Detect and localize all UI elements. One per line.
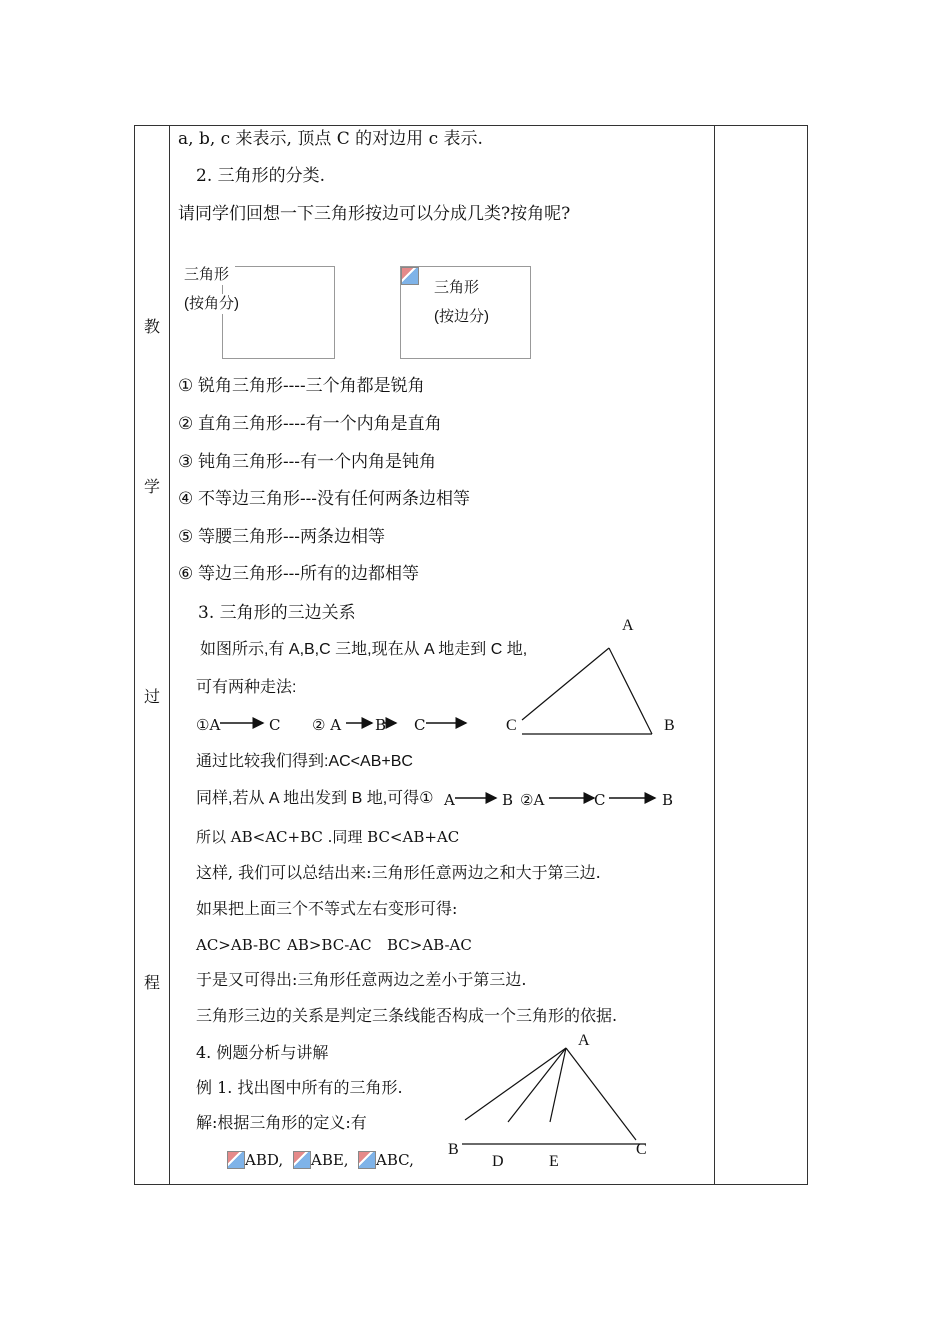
figure2-label-e: E: [549, 1153, 559, 1170]
type-item-5: ⑤ 等腰三角形---两条边相等: [178, 527, 385, 546]
line-vertex-notation: a, b, c 来表示, 顶点 C 的对边用 c 表示.: [178, 129, 483, 149]
route-2-start: ② A: [312, 716, 342, 734]
figure1-label-a: A: [622, 617, 634, 634]
route-3-end: B: [502, 791, 514, 809]
paragraph-transform: 如果把上面三个不等式左右变形可得:: [196, 899, 458, 918]
figure1-label-b: B: [664, 717, 675, 734]
question-classification: 请同学们回想一下三角形按边可以分成几类?按角呢?: [178, 204, 571, 224]
heading-three-sides: 3. 三角形的三边关系: [198, 603, 356, 623]
comparison-result-2: 所以 AB<AC+BC .同理 BC<AB+AC: [196, 828, 460, 846]
side-label-4: 程: [143, 973, 160, 992]
route-3-start: A: [444, 791, 455, 809]
type-item-4: ④ 不等边三角形---没有任何两条边相等: [178, 489, 470, 508]
heading-examples: 4. 例题分析与讲解: [196, 1043, 329, 1062]
heading-classification: 2. 三角形的分类.: [196, 166, 326, 186]
box-angle-subtitle: (按角分): [184, 294, 243, 314]
paragraph-similarly: 同样,若从 A 地出发到 B 地,可得①: [196, 790, 434, 807]
inequality-3: BC>AB-AC: [387, 936, 472, 954]
figure2-label-d: D: [492, 1153, 504, 1170]
triangle2-side-ac: [566, 1048, 636, 1140]
route-2-middle: B: [375, 716, 387, 734]
type-item-2: ② 直角三角形----有一个内角是直角: [178, 414, 442, 433]
type-item-6: ⑥ 等边三角形---所有的边都相等: [178, 564, 419, 583]
side-label-1: 教: [143, 317, 160, 336]
figure2-label-c: C: [636, 1141, 647, 1158]
answer-triangle-3: ABC,: [376, 1151, 414, 1169]
triangle2-side-ad: [508, 1048, 566, 1122]
route-4-middle: C: [594, 791, 606, 809]
figure2-label-b: B: [448, 1141, 459, 1158]
side-label-2: 学: [143, 477, 160, 496]
triangle2-side-ab: [465, 1048, 566, 1120]
box-side-subtitle: (按边分): [434, 308, 489, 325]
answer-triangle-1: ABD,: [245, 1151, 284, 1169]
route-2-end: C: [414, 716, 426, 734]
paragraph-criterion: 三角形三边的关系是判定三条线能否构成一个三角形的依据.: [196, 1006, 618, 1025]
route-4-end: B: [662, 791, 674, 809]
type-item-1: ① 锐角三角形----三个角都是锐角: [178, 376, 425, 395]
conclusion-difference: 于是又可得出:三角形任意两边之差小于第三边.: [196, 970, 527, 989]
route-4-start: ②A: [520, 791, 545, 809]
answer-triangle-2: ABE,: [311, 1151, 349, 1169]
route-1-start: ①A: [196, 716, 221, 734]
side-label-3: 过: [143, 687, 160, 706]
figure2-label-a: A: [578, 1032, 590, 1049]
figure1-label-c: C: [506, 717, 517, 734]
inequality-2: AB>BC-AC: [287, 936, 372, 954]
example-1: 例 1. 找出图中所有的三角形.: [196, 1078, 403, 1097]
inequality-1: AC>AB-BC: [196, 936, 281, 954]
type-item-3: ③ 钝角三角形---有一个内角是钝角: [178, 452, 436, 471]
triangle1-side-ab: [609, 648, 652, 734]
triangle1-side-ca: [522, 648, 609, 720]
paragraph-abc-places: 如图所示,有 A,B,C 三地,现在从 A 地走到 C 地,: [200, 641, 528, 658]
conclusion-sum: 这样, 我们可以总结出来:三角形任意两边之和大于第三边.: [196, 863, 601, 882]
paragraph-two-routes: 可有两种走法:: [196, 679, 297, 696]
route-1-end: C: [269, 716, 281, 734]
comparison-result-1: 通过比较我们得到:AC<AB+BC: [196, 753, 413, 770]
solution-intro: 解:根据三角形的定义:有: [196, 1113, 367, 1132]
box-side-title: 三角形: [434, 279, 480, 296]
box-angle-title: 三角形: [184, 265, 235, 285]
